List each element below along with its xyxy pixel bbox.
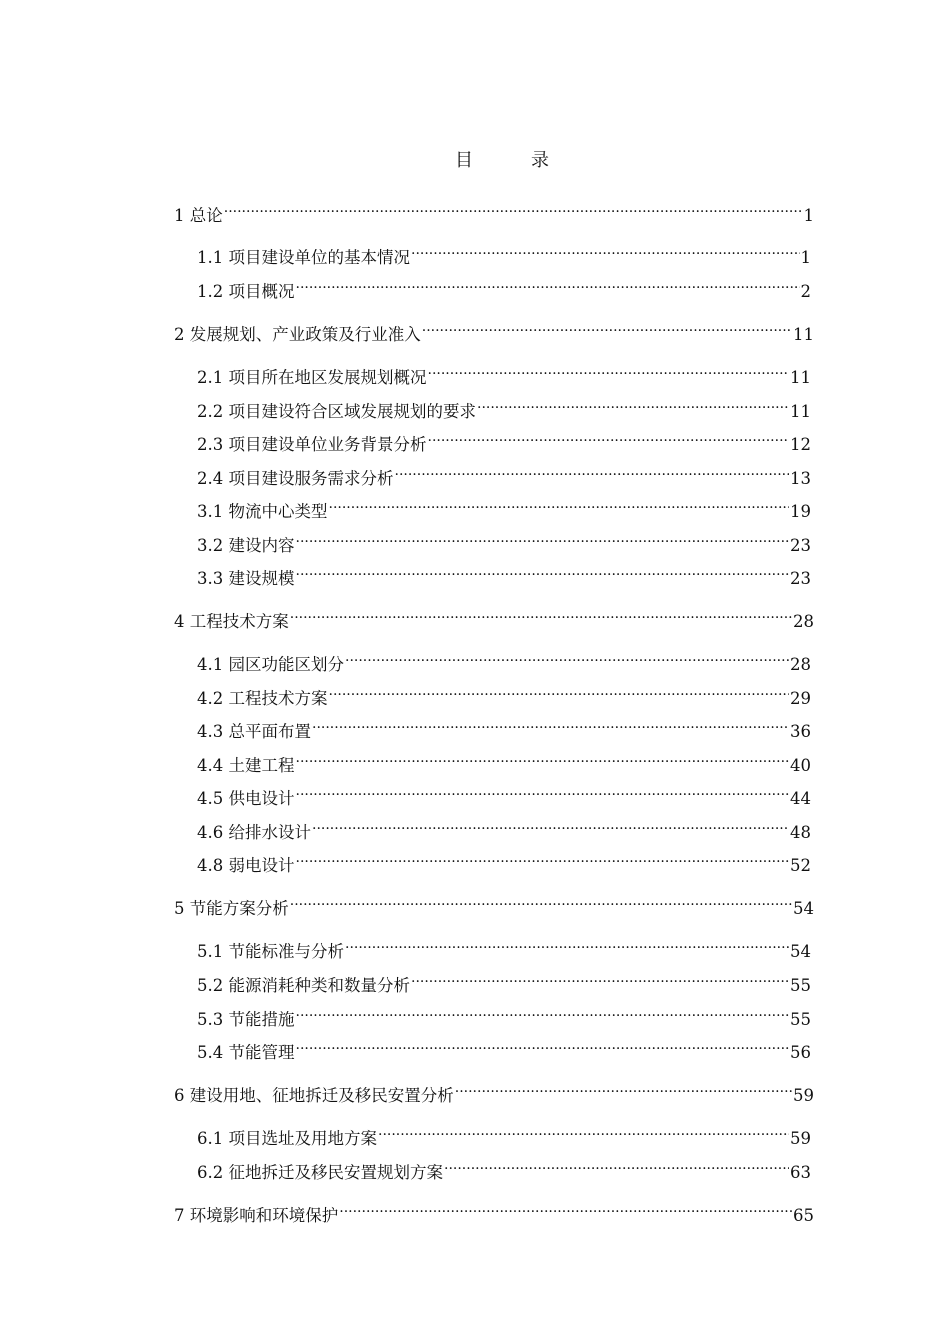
toc-leader-dots <box>329 495 790 517</box>
toc-entry[interactable] <box>197 428 811 456</box>
toc-entry-page-number: 59 <box>793 1086 814 1105</box>
toc-entry-page-number: 44 <box>790 789 811 808</box>
toc-entry[interactable] <box>197 1003 811 1031</box>
toc-entry[interactable] <box>197 1122 811 1150</box>
toc-entry-label: 2.2 项目建设符合区域发展规划的要求 <box>197 402 476 421</box>
toc-leader-dots <box>428 428 790 450</box>
toc-entry-page-number: 1 <box>803 206 814 225</box>
toc-leader-dots <box>224 199 803 221</box>
toc-entry-label: 4.2 工程技术方案 <box>197 689 328 708</box>
toc-entry-label: 4.5 供电设计 <box>197 789 295 808</box>
toc-entry[interactable] <box>197 361 811 389</box>
toc-leader-dots <box>296 782 790 804</box>
toc-entry-label: 5.1 节能标准与分析 <box>197 942 344 961</box>
toc-entry[interactable] <box>197 1036 811 1064</box>
toc-entry-page-number: 23 <box>790 536 811 555</box>
toc-entry-page-number: 11 <box>793 325 814 344</box>
toc-entry-page-number: 54 <box>793 899 814 918</box>
toc-entry[interactable] <box>197 935 811 963</box>
toc-entry-label: 4 工程技术方案 <box>174 612 289 631</box>
toc-entry-label: 2.3 项目建设单位业务背景分析 <box>197 435 427 454</box>
toc-entry-label: 5.3 节能措施 <box>197 1010 295 1029</box>
toc-entry-label: 3.2 建设内容 <box>197 536 295 555</box>
toc-entry-page-number: 54 <box>790 942 811 961</box>
toc-entry[interactable] <box>197 562 811 590</box>
toc-entry-page-number: 40 <box>790 756 811 775</box>
toc-entry-label: 4.1 园区功能区划分 <box>197 655 344 674</box>
toc-leader-dots <box>378 1122 789 1144</box>
toc-entry[interactable] <box>197 849 811 877</box>
toc-entry-page-number: 52 <box>790 856 811 875</box>
toc-leader-dots <box>395 462 790 484</box>
toc-leader-dots <box>345 648 789 670</box>
toc-entry-label: 6 建设用地、征地拆迁及移民安置分析 <box>174 1086 454 1105</box>
toc-entry[interactable] <box>197 969 811 997</box>
toc-entry-label: 4.6 给排水设计 <box>197 823 311 842</box>
toc-leader-dots <box>296 1003 790 1025</box>
toc-entry[interactable] <box>197 462 811 490</box>
toc-leader-dots <box>428 361 790 383</box>
toc-entry-label: 1.2 项目概况 <box>197 282 295 301</box>
toc-entry[interactable] <box>174 1079 814 1107</box>
toc-leader-dots <box>312 715 789 737</box>
toc-entry-label: 4.8 弱电设计 <box>197 856 295 875</box>
toc-entry[interactable] <box>197 275 811 303</box>
toc-entry-label: 3.3 建设规模 <box>197 569 295 588</box>
toc-leader-dots <box>296 275 800 297</box>
toc-entry[interactable] <box>197 816 811 844</box>
toc-title: 目 录 <box>455 150 569 171</box>
toc-entry-page-number: 56 <box>790 1043 811 1062</box>
toc-leader-dots <box>290 892 792 914</box>
toc-leader-dots <box>290 605 792 627</box>
toc-entry[interactable] <box>197 1156 811 1184</box>
toc-entry-label: 4.4 土建工程 <box>197 756 295 775</box>
toc-entry-page-number: 59 <box>790 1129 811 1148</box>
toc-entry-label: 5 节能方案分析 <box>174 899 289 918</box>
toc-leader-dots <box>296 1036 790 1058</box>
toc-entry-page-number: 65 <box>793 1206 814 1225</box>
toc-entry-page-number: 48 <box>790 823 811 842</box>
toc-entry-label: 7 环境影响和环境保护 <box>174 1206 339 1225</box>
toc-entry-page-number: 63 <box>790 1163 811 1182</box>
toc-entry-page-number: 11 <box>790 368 811 387</box>
toc-leader-dots <box>296 849 790 871</box>
toc-leader-dots <box>345 935 789 957</box>
toc-entry-page-number: 1 <box>800 248 811 267</box>
toc-entry-label: 1 总论 <box>174 206 223 225</box>
toc-leader-dots <box>422 318 792 340</box>
toc-entry-page-number: 55 <box>790 1010 811 1029</box>
toc-entry-label: 6.1 项目选址及用地方案 <box>197 1129 377 1148</box>
toc-leader-dots <box>329 682 790 704</box>
toc-entry-page-number: 36 <box>790 722 811 741</box>
toc-leader-dots <box>312 816 789 838</box>
toc-entry-label: 3.1 物流中心类型 <box>197 502 328 521</box>
toc-entry[interactable] <box>197 782 811 810</box>
toc-entry-page-number: 12 <box>790 435 811 454</box>
toc-leader-dots <box>296 562 790 584</box>
toc-leader-dots <box>296 749 790 771</box>
toc-entry-label: 1.1 项目建设单位的基本情况 <box>197 248 410 267</box>
toc-entry[interactable] <box>197 715 811 743</box>
toc-entry[interactable] <box>174 199 814 227</box>
toc-entry-page-number: 2 <box>800 282 811 301</box>
toc-leader-dots <box>477 395 789 417</box>
toc-entry[interactable] <box>197 241 811 269</box>
toc-entry[interactable] <box>174 1199 814 1227</box>
toc-entry[interactable] <box>197 529 811 557</box>
toc-entry-label: 5.4 节能管理 <box>197 1043 295 1062</box>
toc-entry-page-number: 19 <box>790 502 811 521</box>
toc-leader-dots <box>339 1199 792 1221</box>
toc-leader-dots <box>411 969 789 991</box>
toc-entry[interactable] <box>197 648 811 676</box>
toc-entry[interactable] <box>197 682 811 710</box>
toc-leader-dots <box>444 1156 789 1178</box>
toc-entry-label: 6.2 征地拆迁及移民安置规划方案 <box>197 1163 443 1182</box>
toc-entry-page-number: 55 <box>790 976 811 995</box>
toc-entry[interactable] <box>174 892 814 920</box>
toc-entry-page-number: 23 <box>790 569 811 588</box>
toc-entry[interactable] <box>174 605 814 633</box>
toc-leader-dots <box>455 1079 792 1101</box>
toc-entry-page-number: 28 <box>790 655 811 674</box>
toc-entry-page-number: 13 <box>790 469 811 488</box>
toc-entry-label: 2 发展规划、产业政策及行业准入 <box>174 325 421 344</box>
toc-entry[interactable] <box>174 318 814 346</box>
toc-entry[interactable] <box>197 749 811 777</box>
toc-leader-dots <box>296 529 790 551</box>
toc-entry-page-number: 28 <box>793 612 814 631</box>
toc-entry-page-number: 29 <box>790 689 811 708</box>
toc-entry-label: 5.2 能源消耗种类和数量分析 <box>197 976 410 995</box>
toc-leader-dots <box>411 241 800 263</box>
toc-entry[interactable] <box>197 495 811 523</box>
toc-entry[interactable] <box>197 395 811 423</box>
toc-entry-page-number: 11 <box>790 402 811 421</box>
toc-entry-label: 2.4 项目建设服务需求分析 <box>197 469 394 488</box>
toc-entry-label: 2.1 项目所在地区发展规划概况 <box>197 368 427 387</box>
toc-entry-label: 4.3 总平面布置 <box>197 722 311 741</box>
